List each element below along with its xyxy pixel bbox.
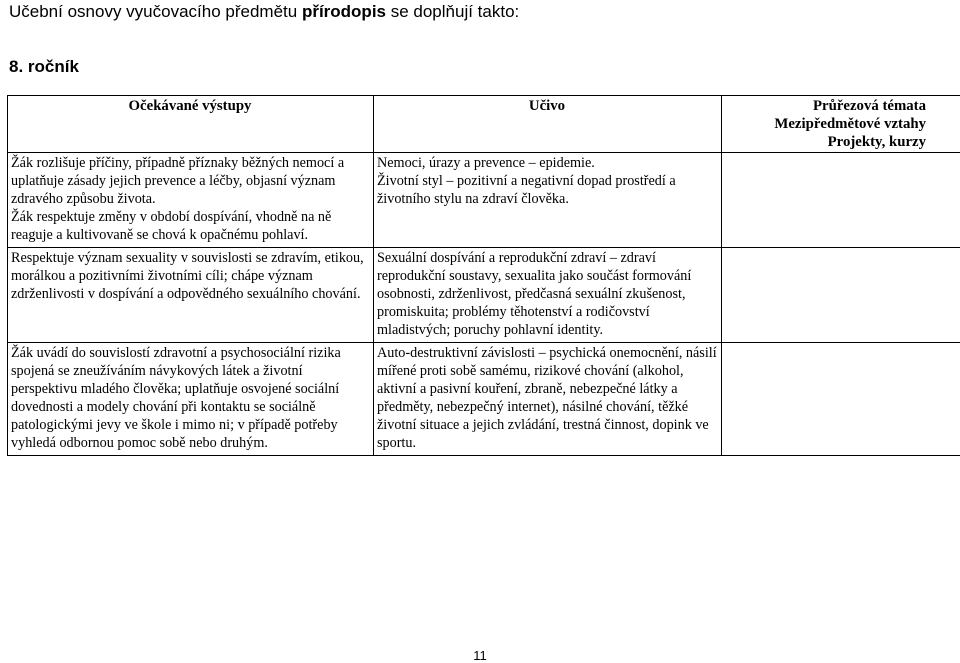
curriculum-table bbox=[7, 95, 960, 456]
outcomes-cell bbox=[8, 343, 374, 456]
outcome-text: Žák uvádí do souvislostí zdravotní a psychosociální rizika spojená se zneužíváním návykových látek a životní perspektivu mladého člověka; uplatňuje osvojené sociální dovednosti a modely chování při kontaktu se sociálně patologickými jevy ve škole i mimo ni; v případě potřeby vyhledá odbornou pomoc sobě nebo druhým. bbox=[11, 345, 341, 451]
table-header-row bbox=[8, 96, 960, 153]
intro-suffix: se doplňují takto: bbox=[386, 2, 520, 21]
curriculum-text: Auto-destruktivní závislosti – psychická onemocnění, násilí mířené proti sobě samému, rizikové chování (alkohol, aktivní a pasivní kouření, zbraně, nebezpečné látky a předměty, nebezpečný internet), násilné chování, těžké životní situace a jejich zvládání, trestná činnost, dopink ve sportu. bbox=[377, 345, 717, 451]
cross-cell bbox=[722, 343, 960, 456]
curriculum-cell bbox=[374, 153, 722, 248]
cross-cell bbox=[722, 153, 960, 248]
curriculum-cell bbox=[374, 343, 722, 456]
grade-heading: 8. ročník bbox=[9, 57, 79, 76]
header-outcomes: Očekávané výstupy bbox=[8, 96, 374, 153]
header-curriculum: Učivo bbox=[374, 96, 722, 153]
curriculum-text: Životní styl – pozitivní a negativní dopad prostředí a životního stylu na zdraví člověka. bbox=[377, 173, 676, 207]
outcomes-cell bbox=[8, 153, 374, 248]
table-row bbox=[8, 153, 960, 248]
outcome-text: Respektuje význam sexuality v souvislosti se zdravím, etikou, morálkou a pozitivními životními cíli; chápe význam zdrženlivosti v dospívání a odpovědného sexuálního chování. bbox=[11, 250, 364, 302]
table-row bbox=[8, 248, 960, 343]
intro-prefix: Učební osnovy vyučovacího předmětu bbox=[9, 2, 302, 21]
header-cross-curricular bbox=[722, 96, 960, 153]
outcomes-cell bbox=[8, 248, 374, 343]
curriculum-cell bbox=[374, 248, 722, 343]
header-cross-line1: Průřezová témata bbox=[813, 98, 926, 114]
curriculum-text: Nemoci, úrazy a prevence – epidemie. bbox=[377, 155, 595, 171]
intro-text bbox=[9, 2, 519, 22]
cross-cell bbox=[722, 248, 960, 343]
outcome-text: Žák rozlišuje příčiny, případně příznaky běžných nemocí a uplatňuje zásady jejich prevence a léčby, objasní význam zdravého způsobu života. bbox=[11, 155, 345, 207]
table-row bbox=[8, 343, 960, 456]
header-cross-line2: Mezipředmětové vztahy bbox=[774, 116, 926, 132]
outcome-text: Žák respektuje změny v období dospívání, vhodně na ně reaguje a kultivovaně se chová k opačnému pohlaví. bbox=[11, 209, 332, 243]
page-number: 11 bbox=[473, 648, 487, 663]
curriculum-text: Sexuální dospívání a reprodukční zdraví – zdraví reprodukční soustavy, sexualita jako součást formování osobnosti, zdrženlivost, předčasná sexuální zkušenost, promiskuita; problémy těhotenství a rodičovství mladistvých; poruchy pohlavní identity. bbox=[377, 250, 692, 338]
intro-subject: přírodopis bbox=[301, 2, 386, 21]
header-cross-line3: Projekty, kurzy bbox=[827, 134, 926, 150]
